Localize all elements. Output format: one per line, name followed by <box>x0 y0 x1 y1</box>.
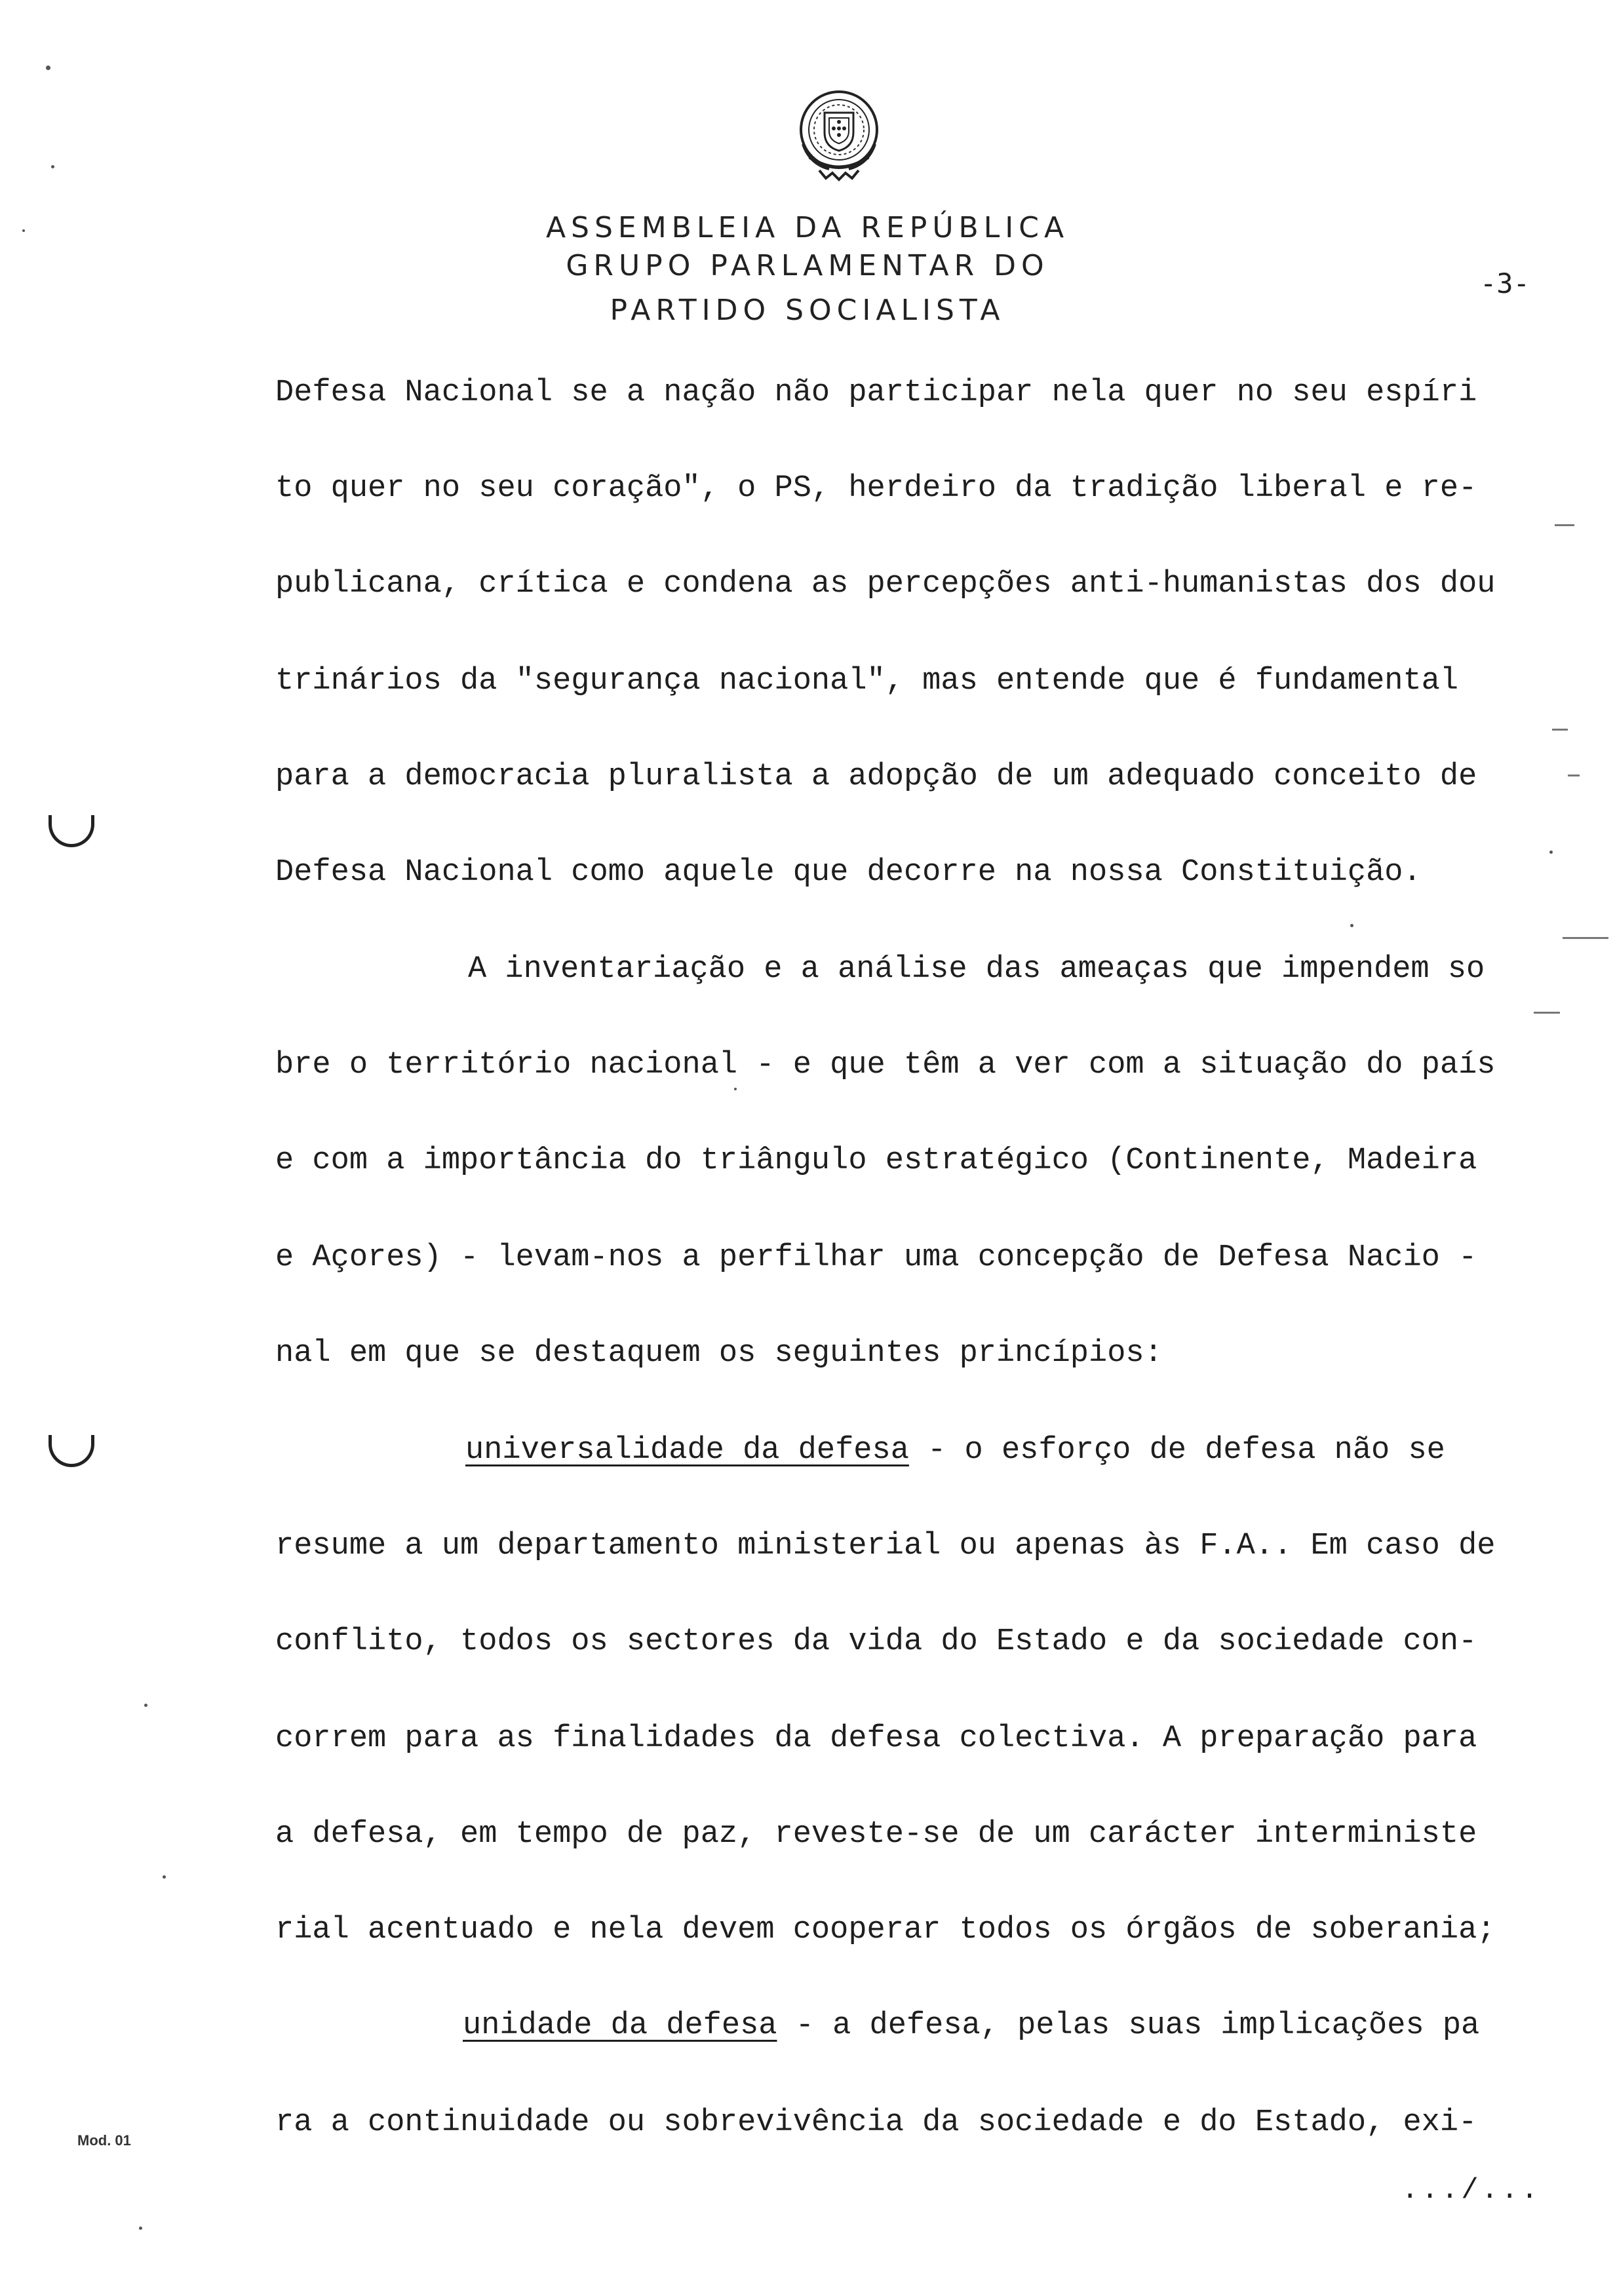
binder-hole-mark-lower <box>49 1435 94 1467</box>
page-number: -3- <box>1480 267 1530 299</box>
margin-dash <box>1555 524 1574 526</box>
scan-speck <box>139 2227 142 2230</box>
letterhead-parliamentary-group: GRUPO PARLAMENTAR DO <box>566 249 1049 282</box>
body-line-10: e Açores) - levam-nos a perfilhar uma concepção de Defesa Nacio - <box>275 1240 1477 1275</box>
letterhead-assembly: ASSEMBLEIA DA REPÚBLICA <box>545 211 1070 244</box>
body-line-5: para a democracia pluralista a adopção de um adequado conceito de <box>275 759 1477 794</box>
margin-dash <box>1534 1012 1560 1014</box>
coat-of-arms-emblem <box>783 79 895 190</box>
body-line-16: a defesa, em tempo de paz, reveste-se de um carácter interministe <box>275 1817 1477 1852</box>
scan-speck <box>22 229 25 232</box>
form-code: Mod. 01 <box>77 2132 131 2149</box>
principle-term-universality: universalidade da defesa <box>465 1433 909 1468</box>
scan-speck <box>1549 851 1553 854</box>
body-line-6: Defesa Nacional como aquele que decorre na nossa Constituição. <box>275 855 1422 890</box>
body-line-9: e com a importância do triângulo estratégico (Continente, Madeira <box>275 1143 1477 1178</box>
body-line-8: bre o território nacional - e que têm a ver com a situação do país <box>275 1048 1496 1082</box>
scan-speck <box>144 1704 147 1707</box>
binder-hole-mark-upper <box>49 815 94 847</box>
margin-dash <box>1568 775 1580 776</box>
body-line-4: trinários da "segurança nacional", mas entende que é fundamental <box>275 664 1459 698</box>
body-line-12 <box>465 1431 1445 1470</box>
body-line-13: resume a um departamento ministerial ou apenas às F.A.. Em caso de <box>275 1529 1496 1563</box>
margin-dash <box>1563 937 1608 939</box>
scan-speck <box>51 165 54 168</box>
body-line-14: conflito, todos os sectores da vida do Estado e da sociedade con- <box>275 1624 1477 1659</box>
letterhead-party: PARTIDO SOCIALISTA <box>610 294 1005 327</box>
principle-term-unity: unidade da defesa <box>463 2008 777 2043</box>
body-line-1: Defesa Nacional se a nação não participar nela quer no seu espíri <box>275 375 1477 410</box>
scan-speck <box>734 1088 737 1090</box>
body-line-3: publicana, crítica e condena as percepções anti-humanistas dos dou <box>275 567 1496 602</box>
body-line-18 <box>463 2006 1479 2046</box>
principle-text-unity: - a defesa, pelas suas implicações pa <box>777 2008 1480 2043</box>
continuation-mark: .../... <box>1401 2174 1541 2207</box>
body-line-7: A inventariação e a análise das ameaças que impendem so <box>468 952 1485 987</box>
body-line-19: ra a continuidade ou sobrevivência da sociedade e do Estado, exi- <box>275 2105 1477 2140</box>
body-line-17: rial acentuado e nela devem cooperar todos os órgãos de soberania; <box>275 1913 1496 1947</box>
principle-text-universality: - o esforço de defesa não se <box>908 1433 1445 1468</box>
body-line-15: correm para as finalidades da defesa colectiva. A preparação para <box>275 1721 1477 1756</box>
body-line-11: nal em que se destaquem os seguintes princípios: <box>275 1336 1163 1371</box>
margin-dash <box>1552 729 1568 731</box>
scan-speck <box>46 66 50 70</box>
scan-speck <box>1350 924 1353 927</box>
scan-speck <box>163 1875 166 1879</box>
body-line-2: to quer no seu coração", o PS, herdeiro da tradição liberal e re- <box>275 471 1477 506</box>
